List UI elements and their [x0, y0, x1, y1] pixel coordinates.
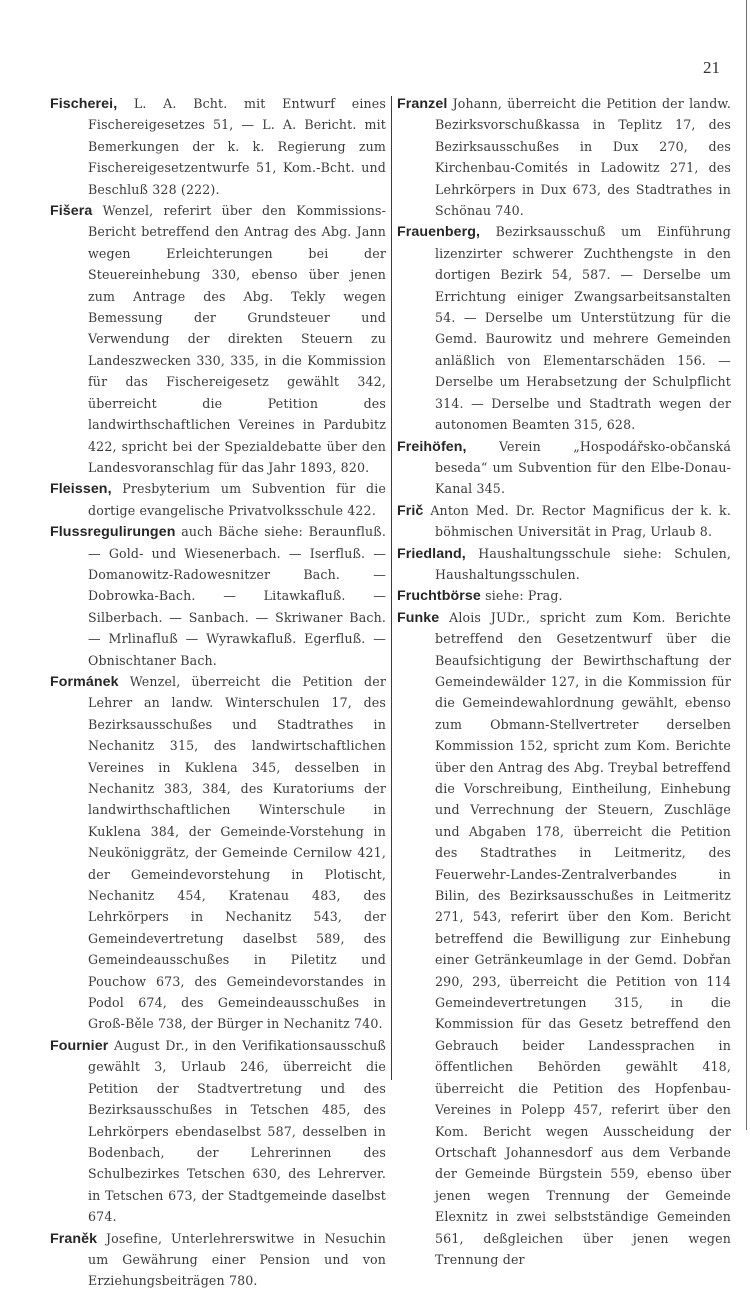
entry-heading: Frič	[397, 502, 424, 519]
entry-heading: Fournier	[50, 1037, 109, 1054]
entry-heading: Funke	[397, 609, 440, 626]
entry-text: L. A. Bcht. mit Entwurf eines Fischereigesetzes 51, — L. A. Bericht. mit Bemerkungen der k. k. Regierung zum Fischereigesetzentwurfe 51, Kom.-Bcht. und Beschluß 328 (222).	[88, 96, 386, 197]
entry-heading: Franzel	[397, 96, 448, 112]
index-entry-fruchtborse	[397, 586, 731, 607]
entry-heading: Fleissen,	[50, 481, 112, 498]
entry-text: Josefine, Unterlehrerswitwe in Nesuchin um Gewährung einer Pension und von Erziehungsbeiträgen 780.	[88, 1230, 386, 1289]
entry-text: auch Bäche siehe: Beraunfluß. — Gold- und Wiesenerbach. — Iserfluß. — Domanowitz-Radowesnitzer Bach. — Dobrowka-Bach. — Litawkafluß. — Silberbach. — Sanbach. — Skriwaner Bach. — Mrlinafluß — Wyrawkafluß. Egerfluß. — Obnischtaner Bach.	[88, 524, 386, 668]
right-column	[397, 94, 731, 1271]
index-entry-formanek	[50, 672, 386, 1036]
entry-text: Wenzel, referirt über den Kommissions-Bericht betreffend den Antrag des Abg. Jann wegen Erleichterungen bei der Steuereinhebung 330, ebenso über jenen zum Antrage des Abg. Tekly wegen Bemessung der Grundsteuer und Verwendung der direkten Steuern zu Landeszwecken 330, 335, in die Kommission für das Fischereigesetz gewählt 342, überreicht die Petition des landwirthschaftlichen Vereines in Pardubitz 422, spricht bei der Spezialdebatte über den Landesvoranschlag für das Jahr 1893, 820.	[88, 203, 386, 475]
index-entry-flussregulirungen	[50, 522, 386, 672]
entry-text: Wenzel, überreicht die Petition der Lehrer an landw. Winterschulen 17, des Bezirksausschußes und Stadtrathes in Nechanitz 315, des landwirtschaftlichen Vereines in Kuklena 345, desselben in Nechanitz 383, 384, des Kuratoriums der landwirthschaftlichen Winterschule in Kuklena 384, der Gemeinde-Vorstehung in Neuköniggrätz, der Gemeinde Cernilow 421, der Gemeindevorstehung in Plotischt, Nechanitz 454, Kratenau 483, des Lehrkörpers in Nechanitz 543, der Gemeindevertretung daselbst 589, des Gemeindeausschußes in Piletitz und Pouchow 673, des Gemeindevorstandes in Podol 674, des Gemeindeausschußes in Groß-Běle 738, der Bürger in Nechanitz 740.	[88, 673, 386, 1032]
index-entry-friedland	[397, 544, 731, 587]
entry-heading: Frauenberg,	[397, 224, 481, 241]
entry-heading: Fruchtbörse	[397, 588, 481, 605]
page-number: 21	[703, 58, 720, 77]
index-entry-franzel	[397, 94, 731, 222]
index-entry-frauenberg	[397, 222, 731, 436]
index-entry-fisera	[50, 201, 386, 479]
entry-text: August Dr., in den Verifikationsausschuß gewählt 3, Urlaub 246, überreicht die Petition der Stadtvertretung und des Bezirksausschußes in Tetschen 485, des Lehrkörpers ebendaselbst 587, desselben in Bodenbach, der Lehrerinnen des Schulbezirkes Tetschen 630, des Lehrerver. in Tetschen 673, der Stadtgemeinde daselbst 674.	[88, 1037, 386, 1225]
entry-heading: Fischerei,	[50, 96, 118, 112]
entry-heading: Freihöfen,	[397, 438, 467, 455]
index-entry-franek	[50, 1229, 386, 1293]
index-entry-fischerei	[50, 94, 386, 201]
entry-text: Johann, überreicht die Petition der landw. Bezirksvorschußkassa in Teplitz 17, des Bezirksausschußes in Dux 270, des Kirchenbau-Comités in Ladowitz 271, des Lehrkörpers in Dux 673, des Stadtrathes in Schönau 740.	[435, 96, 731, 219]
index-entry-funke	[397, 608, 731, 1272]
entry-text: Presbyterium um Subvention für die dortige evangelische Privatvolksschule 422.	[88, 481, 386, 518]
index-entry-fournier	[50, 1036, 386, 1229]
entry-text: Alois JUDr., spricht zum Kom. Berichte betreffend den Gesetzentwurf über die Beaufsichtigung der Bewirthschaftung der Gemeindewälder 127, in die Kommission für die Gemeindewahlordnung gewählt, ebenso zum Obmann-Stellvertreter derselben Kommission 152, spricht zum Kom. Berichte über den Antrag des Abg. Treybal betreffend die Vorschreibung, Eintheilung, Einhebung und Verrechnung der Steuern, Zuschläge und Abgaben 178, überreicht die Petition des Stadtrathes in Leitmeritz, des Feuerwehr-Landes-Zentralverbandes in Bilin, des Bezirksausschußes in Leitmeritz 271, 543, referirt über den Kom. Bericht betreffend die Bewilligung zur Einhebung einer Getränkeumlage in der Gemd. Dobřan 290, 293, überreicht die Petition von 114 Gemeindevertretungen 315, in die Kommission für das Gesetz betreffend den Gebrauch beider Landessprachen in öffentlichen Behörden gewählt 418, überreicht die Petition des Hopfenbau-Vereines in Polepp 457, referirt über den Kom. Bericht wegen Ausscheidung der Ortschaft Johannesdorf aus dem Verbande der Gemeinde Bürgstein 559, ebenso über jenen wegen Trennung der Gemeinde Elexnitz in zwei selbstständige Gemeinden 561, deßgleichen über jenen wegen Trennung der	[435, 609, 731, 1267]
entry-heading: Franěk	[50, 1230, 98, 1247]
column-divider	[391, 96, 392, 1080]
entry-text: Haushaltungsschule siehe: Schulen, Haushaltungsschulen.	[435, 545, 731, 582]
entry-heading: Flussregulirungen	[50, 524, 176, 541]
entry-heading: Friedland,	[397, 545, 466, 562]
entry-heading: Fišera	[50, 203, 93, 220]
index-entry-freihofen	[397, 437, 731, 501]
entry-text: Verein „Hospodářsko-občanská beseda“ um Subvention für den Elbe-Donau-Kanal 345.	[435, 438, 731, 497]
index-entry-fric	[397, 501, 731, 544]
entry-heading: Formánek	[50, 673, 119, 690]
left-column	[50, 94, 386, 1293]
index-entry-fleissen	[50, 479, 386, 522]
entry-text: Anton Med. Dr. Rector Magnificus der k. k. böhmischen Universität in Prag, Urlaub 8.	[430, 502, 731, 540]
page-edge	[746, 0, 747, 1130]
entry-text: siehe: Prag.	[485, 588, 563, 604]
entry-text: Bezirksausschuß um Einführung lizenzirter schwerer Zuchthengste in den dortigen Bezirk 54, 587. — Derselbe um Errichtung einiger Zwangsarbeitsanstalten 54. — Derselbe um Unterstützung für die Gemd. Baurowitz und mehrere Gemeinden anläßlich von Elementarschäden 156. — Derselbe um Herabsetzung der Schulpflicht 314. — Derselbe und Stadtrath wegen der autonomen Beamten 315, 628.	[435, 224, 731, 433]
